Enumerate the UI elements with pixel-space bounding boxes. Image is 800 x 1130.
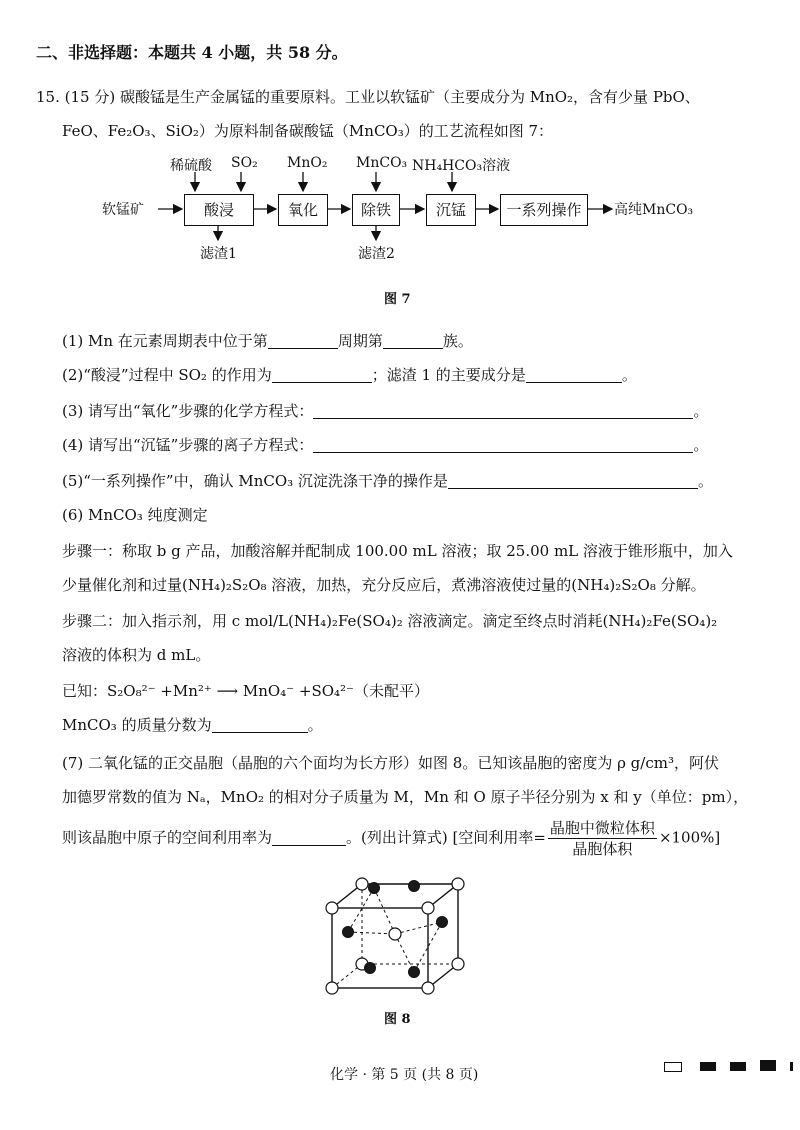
answer-blank-so2-role[interactable] — [272, 366, 372, 383]
subquestion-4 — [62, 434, 708, 456]
residue-1-label: 滤渣1 — [200, 246, 237, 262]
scan-mark — [790, 1062, 793, 1071]
flow-arrows — [0, 0, 800, 300]
input-so2: SO₂ — [231, 155, 258, 171]
subquestion-5-end: 。 — [697, 472, 713, 490]
input-nh4hco3-solution: NH₄HCO₃溶液 — [412, 158, 511, 174]
flow-box-oxidation: 氧化 — [278, 194, 328, 226]
step-1-line-1: 步骤一：称取 b g 产品，加酸溶解并配制成 100.00 mL 溶液；取 25.00 mL 溶液于锥形瓶中，加入 — [62, 542, 733, 560]
subquestion-7-text-b: 。(列出计算式) [空间利用率= — [346, 828, 546, 847]
mn-atom — [452, 878, 464, 890]
subquestion-3 — [62, 400, 708, 422]
o-atom — [365, 963, 376, 974]
mn-atom — [356, 878, 368, 890]
mass-fraction-question — [62, 714, 323, 736]
mn-atom — [326, 982, 338, 994]
mn-atom — [452, 958, 464, 970]
subquestion-7-line-3 — [62, 818, 720, 859]
fraction-denominator: 晶胞体积 — [572, 840, 633, 858]
subquestion-1-text-c: 族。 — [442, 332, 473, 350]
answer-blank-group[interactable] — [383, 332, 443, 349]
subquestion-4-text: (4) 请写出“沉锰”步骤的离子方程式： — [62, 436, 314, 454]
answer-blank-ionic-equation[interactable] — [313, 436, 693, 453]
mass-fraction-end: 。 — [307, 716, 323, 734]
flow-box-iron-removal: 除铁 — [352, 194, 400, 226]
o-atom — [409, 967, 420, 978]
flow-box-series-operations: 一系列操作 — [500, 194, 588, 226]
flow-box-acid-leach: 酸浸 — [184, 194, 254, 226]
subquestion-4-end: 。 — [693, 436, 709, 454]
utilization-fraction — [548, 818, 657, 859]
mn-atom-center — [389, 928, 401, 940]
subquestion-5 — [62, 470, 713, 492]
subquestion-1-text-a: (1) Mn 在元素周期表中位于第 — [62, 332, 268, 350]
mn-atom — [422, 982, 434, 994]
subquestion-2-text-c: 。 — [621, 366, 637, 384]
known-reaction: 已知：S₂O₈²⁻ +Mn²⁺ ⟶ MnO₄⁻ +SO₄²⁻（未配平） — [62, 682, 429, 700]
page-footer: 化学 · 第 5 页 (共 8 页) — [330, 1067, 479, 1083]
step-1-line-2: 少量催化剂和过量(NH₄)₂S₂O₈ 溶液，加热，充分反应后，煮沸溶液使过量的(NH₄)₂S₂O₈ 分解。 — [62, 576, 706, 594]
input-dilute-sulfuric-acid: 稀硫酸 — [170, 158, 212, 174]
answer-blank-oxidation-equation[interactable] — [313, 402, 693, 419]
step-2-line-1: 步骤二：加入指示剂，用 c mol/L(NH₄)₂Fe(SO₄)₂ 溶液滴定。滴定至终点时消耗(NH₄)₂Fe(SO₄)₂ — [62, 612, 718, 630]
fraction-tail: ×100%] — [658, 828, 721, 847]
mn-atom — [422, 902, 434, 914]
subquestion-6-title: (6) MnCO₃ 纯度测定 — [62, 506, 208, 524]
subquestion-2-text-b: ；滤渣 1 的主要成分是 — [371, 366, 526, 384]
o-atom — [437, 917, 448, 928]
o-atom — [409, 881, 420, 892]
question-intro-line-1: 15. (15 分) 碳酸锰是生产金属锰的重要原料。工业以软锰矿（主要成分为 MnO₂，含有少量 PbO、 — [36, 88, 700, 106]
scan-mark — [760, 1060, 776, 1071]
question-intro-line-2: FeO、Fe₂O₃、SiO₂）为原料制备碳酸锰（MnCO₃）的工艺流程如图 7： — [62, 122, 554, 140]
section-title: 二、非选择题：本题共 4 小题，共 58 分。 — [36, 43, 348, 62]
input-mno2: MnO₂ — [287, 155, 328, 171]
subquestion-3-end: 。 — [693, 402, 709, 420]
answer-blank-mass-fraction[interactable] — [212, 716, 308, 733]
figure-8-caption: 图 8 — [384, 1012, 411, 1027]
subquestion-2-text-a: (2)“酸浸”过程中 SO₂ 的作用为 — [62, 366, 272, 384]
subquestion-2 — [62, 364, 637, 386]
mass-fraction-text: MnCO₃ 的质量分数为 — [62, 716, 212, 734]
scan-mark — [730, 1062, 746, 1071]
o-atom — [343, 927, 354, 938]
mn-atom — [326, 902, 338, 914]
answer-blank-period[interactable] — [268, 332, 338, 349]
flow-end-label: 高纯MnCO₃ — [614, 202, 694, 218]
flow-box-mn-precipitation: 沉锰 — [426, 194, 476, 226]
figure-7-caption: 图 7 — [384, 292, 411, 307]
subquestion-1 — [62, 330, 473, 352]
subquestion-7-line-2: 加德罗常数的值为 Nₐ，MnO₂ 的相对分子质量为 M，Mn 和 O 原子半径分别为 x 和 y（单位：pm）， — [62, 788, 749, 806]
subquestion-5-text: (5)“一系列操作”中，确认 MnCO₃ 沉淀洗涤干净的操作是 — [62, 472, 448, 490]
input-mnco3: MnCO₃ — [356, 155, 408, 171]
answer-blank-washing-check[interactable] — [448, 472, 698, 489]
scan-mark-hollow — [664, 1062, 682, 1072]
subquestion-7-text-a: 则该晶胞中原子的空间利用率为 — [62, 828, 273, 847]
fraction-numerator: 晶胞中微粒体积 — [549, 819, 655, 837]
subquestion-1-text-b: 周期第 — [337, 332, 383, 350]
flow-start-label: 软锰矿 — [102, 202, 144, 218]
o-atom — [369, 883, 380, 894]
scan-mark — [700, 1062, 716, 1071]
unit-cell-figure — [318, 872, 478, 996]
residue-2-label: 滤渣2 — [358, 246, 395, 262]
subquestion-3-text: (3) 请写出“氧化”步骤的化学方程式： — [62, 402, 314, 420]
step-2-line-2: 溶液的体积为 d mL。 — [62, 646, 211, 664]
answer-blank-space-utilization[interactable] — [272, 829, 346, 846]
subquestion-7-line-1: (7) 二氧化锰的正交晶胞（晶胞的六个面均为长方形）如图 8。已知该晶胞的密度为 ρ g/cm³，阿伏 — [62, 754, 719, 772]
answer-blank-residue-1[interactable] — [526, 366, 622, 383]
